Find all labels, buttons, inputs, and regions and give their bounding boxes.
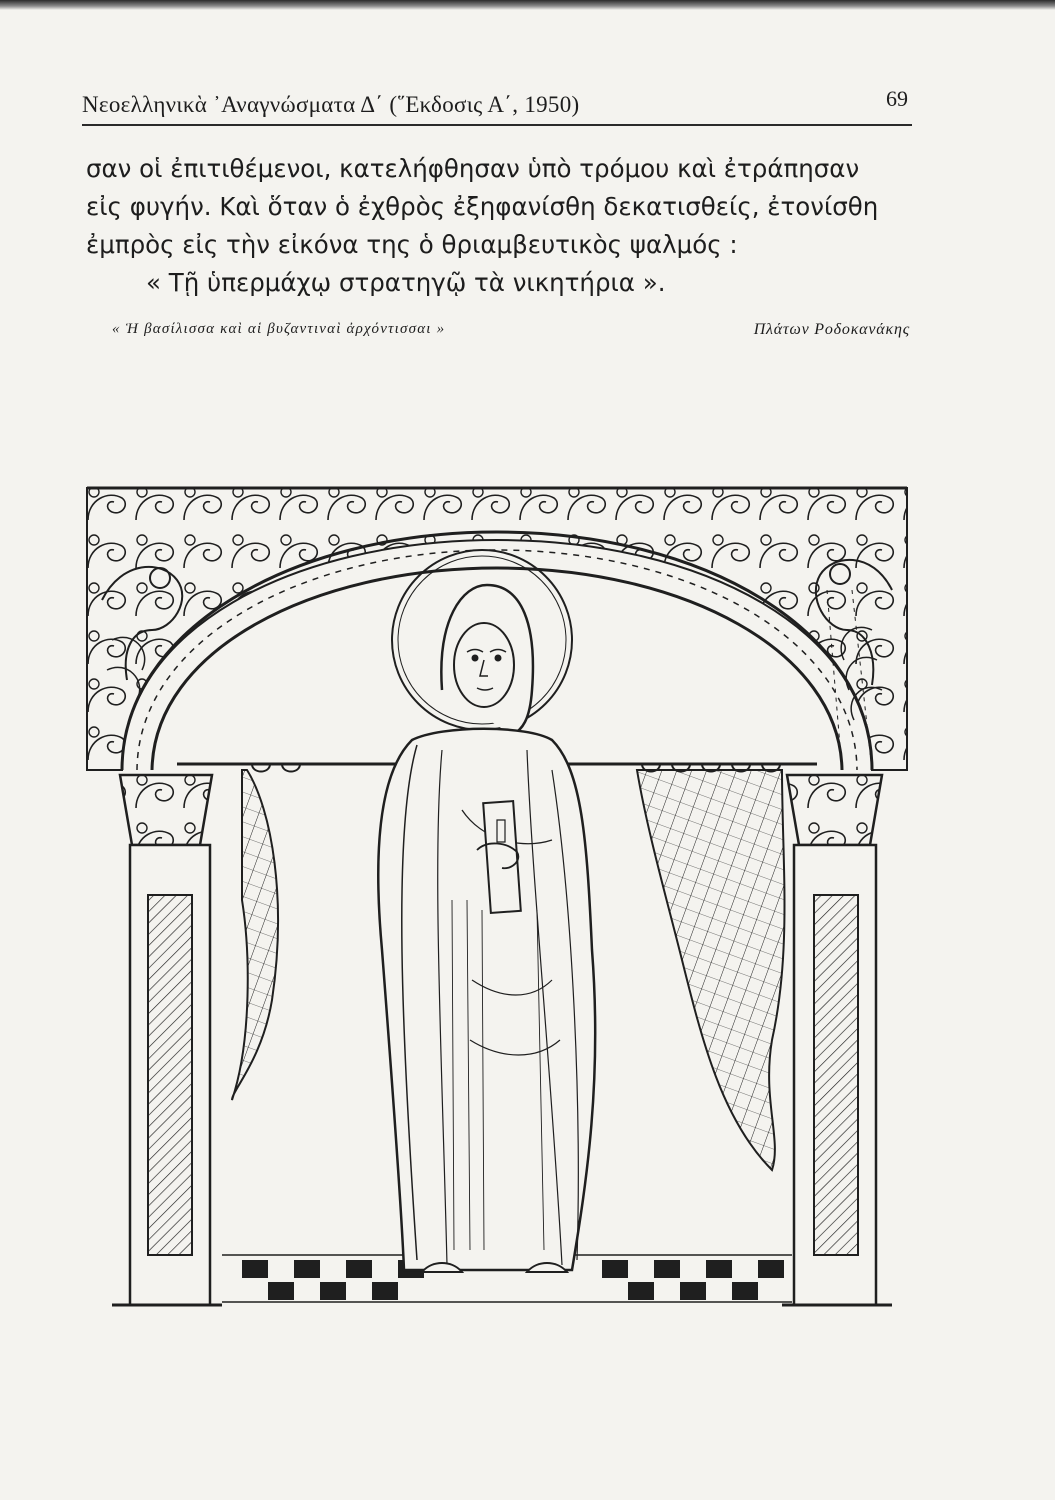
illustration-svg xyxy=(82,480,912,1380)
text-line: σαν οἱ ἐπιτιθέμενοι, κατελήφθησαν ὑπὸ τρόμου καὶ ἐτράπησαν xyxy=(86,154,860,183)
scan-edge xyxy=(0,0,1055,10)
right-column xyxy=(782,775,892,1305)
right-curtain xyxy=(637,770,785,1170)
left-curtain xyxy=(232,770,278,1100)
text-line: ἐμπρὸς εἰς τὴν εἰκόνα της ὁ θριαμβευτικὸς ψαλμός : xyxy=(86,230,738,259)
left-column xyxy=(112,775,222,1305)
source-work-title: « Ἡ βασίλισσα καὶ αἱ βυζαντιναὶ ἀρχόντισσαι » xyxy=(112,321,446,337)
source-citation xyxy=(112,321,910,345)
body-text xyxy=(86,150,926,302)
page-number: 69 xyxy=(886,86,908,111)
icon-illustration xyxy=(82,480,912,1380)
source-author: Πλάτων Ροδοκανάκης xyxy=(753,321,910,338)
running-title: Νεοελληνικὰ ᾿Αναγνώσματα Δ΄ (῞Εκδοσις Α΄, 1950) xyxy=(82,92,580,117)
hymn-line: « Τῇ ὑπερμάχῳ στρατηγῷ τὰ νικητήρια ». xyxy=(146,268,666,297)
page-header xyxy=(82,88,912,126)
text-line: εἰς φυγήν. Καὶ ὅταν ὁ ἐχθρὸς ἐξηφανίσθη δεκατισθείς, ἐτονίσθη xyxy=(86,192,879,221)
